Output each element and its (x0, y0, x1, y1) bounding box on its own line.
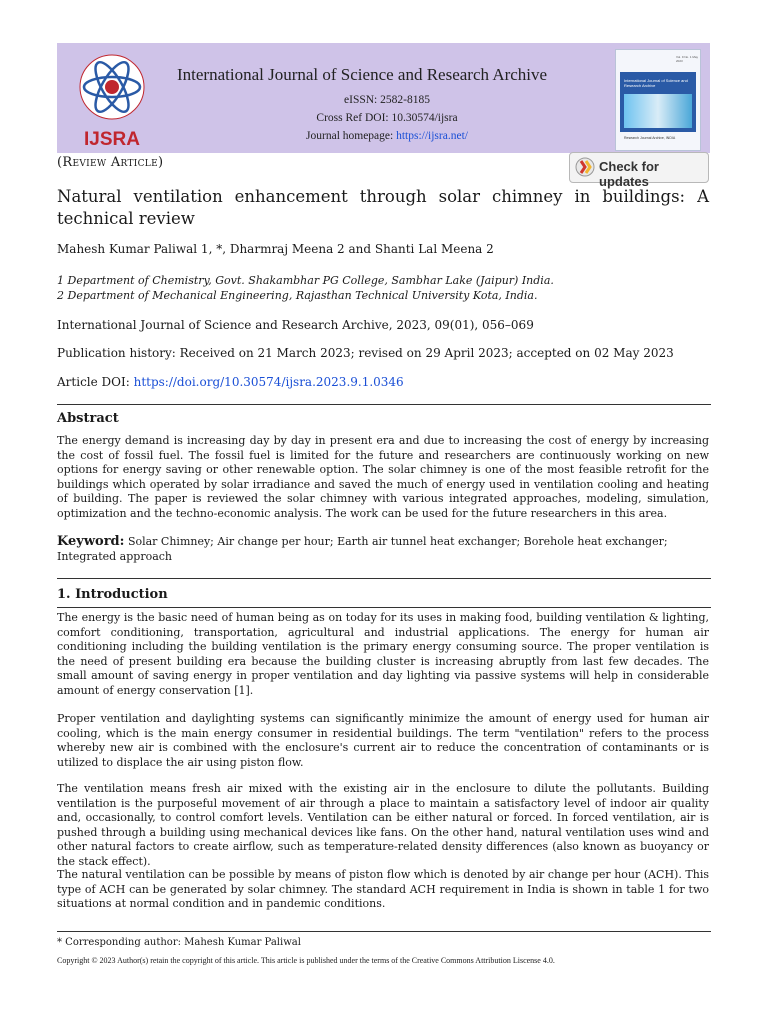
affiliation-1: 1 Department of Chemistry, Govt. Shakambhar PG College, Sambhar Lake (Jaipur) India. (57, 274, 554, 287)
article-title: Natural ventilation enhancement through solar chimney in buildings: A technical review (57, 187, 709, 228)
doi-link[interactable]: https://doi.org/10.30574/ijsra.2023.9.1.0346 (133, 375, 404, 389)
paragraph: The energy is the basic need of human being as on today for its uses in making food, building ventilation & lighting, comfort conditioning, transportation, agricultural and industrial applications. The energy for human air conditioning including the building ventilation is the primary energy consuming source. The proper ventilation is the need of present building era because the building cluster is increasing abruptly from last few decades. The small amount of saving energy in proper ventilation and day lighting via passive systems will help in considerable amount of energy conservation [1]. (57, 611, 709, 697)
check-updates-button[interactable] (569, 152, 709, 189)
journal-header (57, 43, 710, 153)
footnote-divider (57, 931, 711, 932)
ijsra-logo (67, 49, 157, 149)
divider (57, 404, 711, 405)
publication-history: Publication history: Received on 21 March 2023; revised on 29 April 2023; accepted on 02 May 2023 (57, 346, 674, 360)
copyright-notice: Copyright © 2023 Author(s) retain the copyright of this article. This article is published under the terms of the Creative Commons Attribution Liscense 4.0. (57, 956, 555, 965)
keyword-list: Solar Chimney; Air change per hour; Earth air tunnel heat exchanger; Borehole heat exchanger; Integrated approach (57, 535, 668, 563)
doi-label: Article DOI: (57, 375, 134, 389)
check-updates-label: Check for updates (599, 159, 659, 189)
cover-title: International Journal of Science and Research Archive (624, 78, 688, 88)
citation: International Journal of Science and Research Archive, 2023, 09(01), 056–069 (57, 318, 534, 332)
affiliations (57, 273, 554, 303)
journal-homepage (287, 127, 487, 145)
paragraph: The natural ventilation can be possible by means of piston flow which is denoted by air change per hour (ACH). This type of ACH can be generated by solar chimney. The standard ACH requirement in India is shown in table 1 for two situations at normal condition and in pandemic conditions. (57, 868, 709, 911)
corresponding-author: * Corresponding author: Mahesh Kumar Paliwal (57, 937, 301, 948)
article-type: (Review Article) (57, 155, 164, 170)
keyword-label: Keyword: (57, 534, 125, 549)
cover-issue: Vol. 9 No. 1 May 2023 (676, 55, 699, 63)
crossref-doi: Cross Ref DOI: 10.30574/ijsra (316, 112, 458, 124)
divider (57, 578, 711, 579)
cover-image (624, 94, 692, 128)
journal-meta (287, 91, 487, 145)
eissn: eISSN: 2582-8185 (344, 94, 430, 106)
article-type-label: Review Article (62, 155, 158, 170)
homepage-link[interactable]: https://ijsra.net/ (396, 130, 468, 142)
section-heading: 1. Introduction (57, 587, 168, 602)
paragraph: Proper ventilation and daylighting systems can significantly minimize the amount of energy used for human air cooling, which is the main energy consumer in residential buildings. The term "ventilation" refers to the process whereby new air is combined with the enclosure's current air to reduce the concentration of contaminants or is utilized to displace the air using piston flow. (57, 712, 709, 769)
authors: Mahesh Kumar Paliwal 1, *, Dharmraj Meena 2 and Shanti Lal Meena 2 (57, 242, 494, 256)
homepage-label: Journal homepage: (306, 130, 397, 142)
keywords (57, 535, 709, 564)
abstract-heading: Abstract (57, 411, 119, 426)
journal-cover (615, 49, 701, 151)
cover-footer: Research Journal Archive, INDIA (624, 136, 676, 140)
divider (57, 607, 711, 608)
journal-title: International Journal of Science and Research Archive (177, 65, 548, 84)
abstract-text: The energy demand is increasing day by day in present era and due to increasing the cost of energy by increasing the cost of fossil fuel. The fossil fuel is limited for the future and researchers are continuously working on new options for energy saving or other renewable option. The solar chimney is one of the most feasible retrofit for the buildings which operated by solar irradiance and saved the much of energy used in ventilation cooling and heating of building. The paper is reviewed the solar chimney with various integrated approaches, modeling, simulation, optimization and the techno-economic analysis. The work can be used for the future researchers in this area. (57, 434, 709, 520)
affiliation-2: 2 Department of Mechanical Engineering, Rajasthan Technical University Kota, India. (57, 289, 538, 302)
paragraph: The ventilation means fresh air mixed with the existing air in the enclosure to dilute the pollutants. Building ventilation is the purposeful movement of air through a place to maintain a satisfactory level of indoor air quality and, occasionally, to control comfort levels. Ventilation can be either natural or forced. In forced ventilation, air is pushed through a building using mechanical devices like fans. On the other hand, natural ventilation uses wind and other natural factors to create airflow, such as temperature-related density differences (also known as buoyancy or the stack effect). (57, 782, 709, 868)
article-doi (57, 375, 404, 389)
check-updates-icon (575, 157, 595, 177)
logo-text: IJSRA (84, 129, 140, 149)
